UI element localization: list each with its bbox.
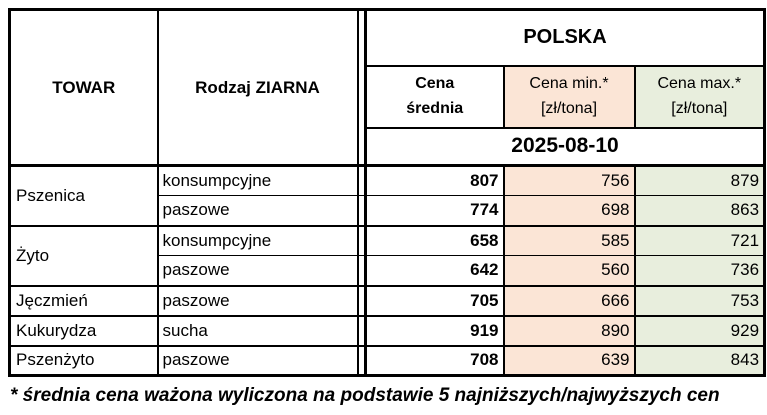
towar-column-header: TOWAR xyxy=(10,10,158,166)
avg-price-header xyxy=(366,66,504,128)
spacer-cell xyxy=(358,346,366,376)
towar-cell: Kukurydza xyxy=(10,316,158,346)
rodzaj-cell: konsumpcyjne xyxy=(158,226,358,256)
table-row xyxy=(10,226,765,256)
min-price-header xyxy=(504,66,635,128)
min-price-cell: 890 xyxy=(504,316,635,346)
table-row xyxy=(10,166,765,196)
min-price-cell: 698 xyxy=(504,196,635,226)
rodzaj-cell: paszowe xyxy=(158,256,358,286)
avg-price-header-line1: Cena xyxy=(415,74,455,92)
min-price-cell: 666 xyxy=(504,286,635,316)
max-price-header xyxy=(635,66,765,128)
spacer-cell xyxy=(358,316,366,346)
spacer-cell xyxy=(358,286,366,316)
rodzaj-column-header: Rodzaj ZIARNA xyxy=(158,10,358,166)
max-price-header-line2: [zł/tona] xyxy=(671,99,728,117)
avg-price-cell: 774 xyxy=(366,196,504,226)
min-price-cell: 560 xyxy=(504,256,635,286)
avg-price-cell: 658 xyxy=(366,226,504,256)
footnote: * średnia cena ważona wyliczona na podstawie 5 najniższych/najwyższych cen xyxy=(10,385,720,406)
table-row xyxy=(10,286,765,316)
min-price-header-line1: Cena min.* xyxy=(529,74,609,92)
grain-price-table xyxy=(8,8,766,377)
avg-price-header-line2: średnia xyxy=(406,99,464,117)
avg-price-cell: 642 xyxy=(366,256,504,286)
max-price-cell: 843 xyxy=(635,346,765,376)
rodzaj-cell: sucha xyxy=(158,316,358,346)
max-price-cell: 721 xyxy=(635,226,765,256)
table-row xyxy=(10,346,765,376)
spacer-cell xyxy=(358,196,366,226)
towar-cell: Pszenżyto xyxy=(10,346,158,376)
towar-cell: Jęczmień xyxy=(10,286,158,316)
header-row-region xyxy=(10,10,765,66)
avg-price-cell: 708 xyxy=(366,346,504,376)
spacer-cell xyxy=(358,166,366,196)
avg-price-cell: 919 xyxy=(366,316,504,346)
region-header: POLSKA xyxy=(366,10,765,66)
max-price-cell: 753 xyxy=(635,286,765,316)
max-price-cell: 879 xyxy=(635,166,765,196)
max-price-cell: 863 xyxy=(635,196,765,226)
table-row xyxy=(10,316,765,346)
max-price-header-line1: Cena max.* xyxy=(657,74,742,92)
rodzaj-cell: paszowe xyxy=(158,286,358,316)
min-price-cell: 585 xyxy=(504,226,635,256)
date-cell: 2025-08-10 xyxy=(366,128,765,166)
avg-price-cell: 705 xyxy=(366,286,504,316)
spacer-cell xyxy=(358,256,366,286)
rodzaj-cell: konsumpcyjne xyxy=(158,166,358,196)
min-price-cell: 639 xyxy=(504,346,635,376)
max-price-cell: 736 xyxy=(635,256,765,286)
rodzaj-cell: paszowe xyxy=(158,346,358,376)
rodzaj-cell: paszowe xyxy=(158,196,358,226)
min-price-cell: 756 xyxy=(504,166,635,196)
spacer-cell xyxy=(358,226,366,256)
min-price-header-line2: [zł/tona] xyxy=(540,99,598,117)
spacer-column xyxy=(358,10,366,166)
towar-cell: Pszenica xyxy=(10,166,158,226)
max-price-cell: 929 xyxy=(635,316,765,346)
towar-cell: Żyto xyxy=(10,226,158,286)
avg-price-cell: 807 xyxy=(366,166,504,196)
